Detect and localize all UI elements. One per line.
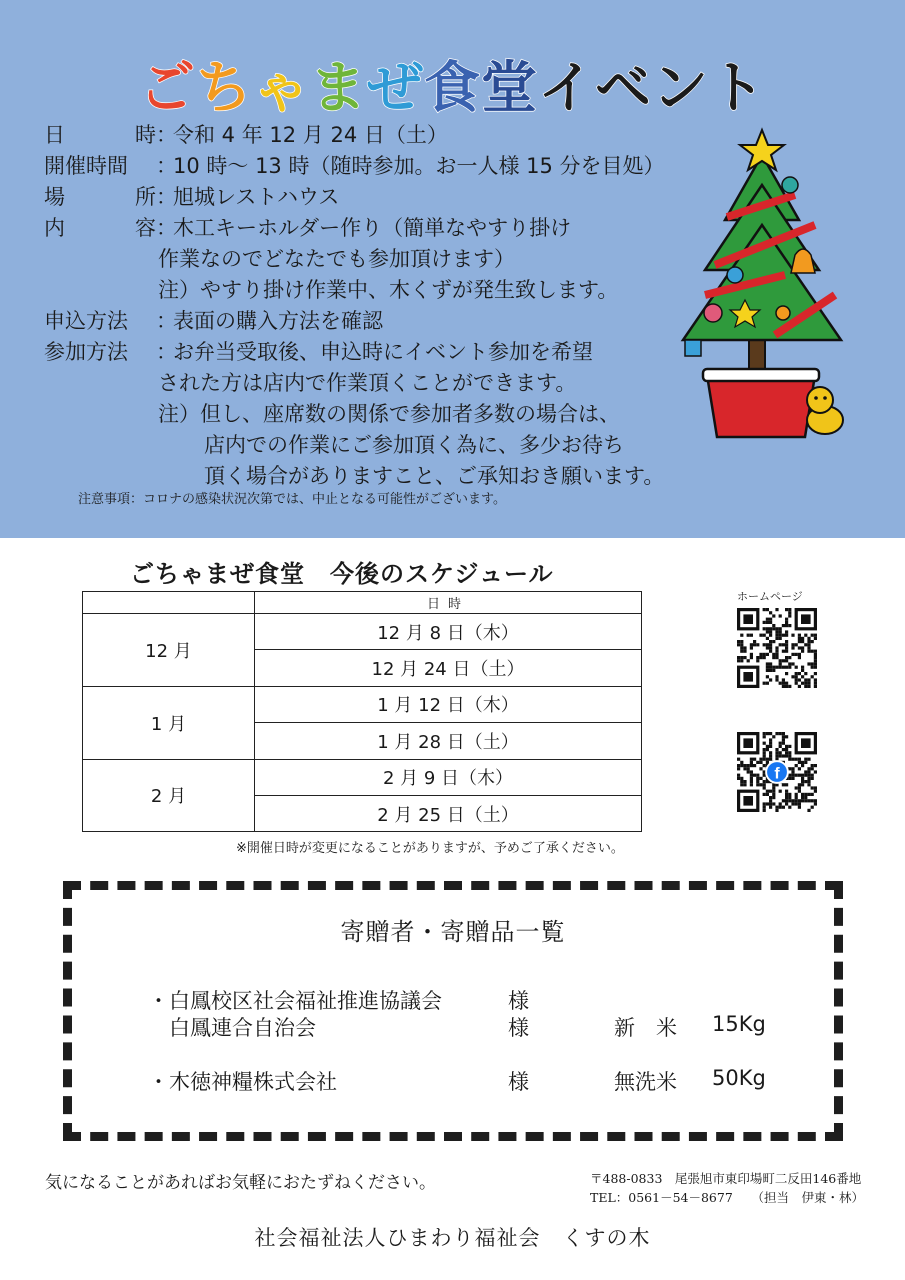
join-line-2: された方は店内で作業頂くことができます。 [158,371,577,395]
title-char: ち [196,56,253,121]
place-row: 場 所 ： 旭城レストハウス [44,182,665,213]
event-title [0,44,905,124]
contact-info [590,1169,864,1207]
date-cell: 12 月 24 日（土） [255,650,642,686]
date-row: 日 時 ： 令和 4 年 12 月 24 日（土） [44,120,665,151]
place-label: 場 所 [44,185,156,209]
table-row [83,759,642,795]
join-label: 参加方法 [44,340,128,364]
donor-honorific: 様 [508,1016,529,1040]
content-line-2: 作業なのでどなたでも参加頂けます） [158,247,515,271]
christmas-tree-illustration [665,125,860,445]
join-line-5: 頂く場合がありますこと、ご承知おき願います。 [204,464,665,488]
apply-value: 表面の購入方法を確認 [173,309,383,333]
title-char: ゃ [253,56,310,121]
title-char: ご [139,56,196,121]
donor-name: ・白鳳校区社会福祉推進協議会 [148,989,442,1013]
table-row [83,614,642,650]
donor-honorific: 様 [508,989,529,1013]
caution-note: 注意事項：コロナの感染状況次第では、中止となる可能性がございます。 [78,492,506,507]
telephone: TEL：0561－54－8677 （担当 伊東・林） [590,1190,865,1205]
content-line-1: 木工キーホルダー作り（簡単なやすり掛け [173,216,572,240]
title-rest: イベント [538,56,766,121]
homepage-label: ホームページ [737,590,803,603]
hours-value: 10 時～ 13 時（随時参加。お一人様 15 分を目処） [173,154,665,178]
donor-name: ・木徳神糧株式会社 [148,1070,337,1094]
hours-label: 開催時間 [44,154,128,178]
address: 〒488-0833 尾張旭市東印場町二反田146番地 [590,1171,862,1186]
schedule-note: ※開催日時が変更になることがありますが、予めご了承ください。 [236,841,624,856]
month-cell: 2 月 [83,759,255,832]
content-row: 内 容 ： 木工キーホルダー作り（簡単なやすり掛け [44,213,665,244]
donation-amount: 15Kg [712,1012,766,1036]
donors-box [63,881,843,1141]
event-details [44,120,665,492]
donation-amount: 50Kg [712,1066,766,1090]
donation-item: 無洗米 [614,1070,677,1094]
donors-title: 寄贈者・寄贈品一覧 [340,918,566,946]
date-cell: 12 月 8 日（木） [255,614,642,650]
schedule-table [82,591,642,832]
month-cell: 1 月 [83,686,255,759]
title-char: ぜ [367,56,424,121]
place-value: 旭城レストハウス [173,185,340,209]
facebook-qr-code[interactable] [737,732,817,812]
month-cell: 12 月 [83,614,255,687]
join-line-4: 店内での作業にご参加頂く為に、多少お待ち [204,433,624,457]
date-value: 令和 4 年 12 月 24 日（土） [173,123,448,147]
schedule-header-date: 日時 [255,592,642,614]
apply-label: 申込方法 [44,309,128,333]
apply-row: 申込方法 ： 表面の購入方法を確認 [44,306,665,337]
table-row [83,686,642,722]
event-panel [0,0,905,538]
organization-name: 社会福祉法人ひまわり福祉会 くすの木 [254,1226,651,1250]
title-char: 食 [424,56,481,121]
date-label: 日 時 [44,123,156,147]
schedule-title: ごちゃまぜ食堂 今後のスケジュール [130,560,554,588]
hours-row: 開催時間 ： 10 時～ 13 時（随時参加。お一人様 15 分を目処） [44,151,665,182]
inquiry-text: 気になることがあればお気軽におたずねください。 [45,1173,436,1193]
date-cell: 2 月 9 日（木） [255,759,642,795]
join-row: 参加方法 ： お弁当受取後、申込時にイベント参加を希望 [44,337,665,368]
homepage-qr-code[interactable] [737,608,817,688]
svg-text:f: f [774,765,780,783]
join-line-3: 注）但し、座席数の関係で参加者多数の場合は、 [158,402,620,426]
date-cell: 2 月 25 日（土） [255,795,642,831]
content-label: 内 容 [44,216,156,240]
title-char: 堂 [481,56,538,121]
title-char: ま [310,56,367,121]
date-cell: 1 月 28 日（土） [255,723,642,759]
schedule-header-blank [83,592,255,614]
title-colored-text [139,56,538,121]
content-line-3: 注）やすり掛け作業中、木くずが発生致します。 [158,278,619,302]
donor-name: 白鳳連合自治会 [169,1016,316,1040]
donation-item: 新 米 [614,1016,677,1040]
date-cell: 1 月 12 日（木） [255,686,642,722]
donor-honorific: 様 [508,1070,529,1094]
join-line-1: お弁当受取後、申込時にイベント参加を希望 [173,340,593,364]
